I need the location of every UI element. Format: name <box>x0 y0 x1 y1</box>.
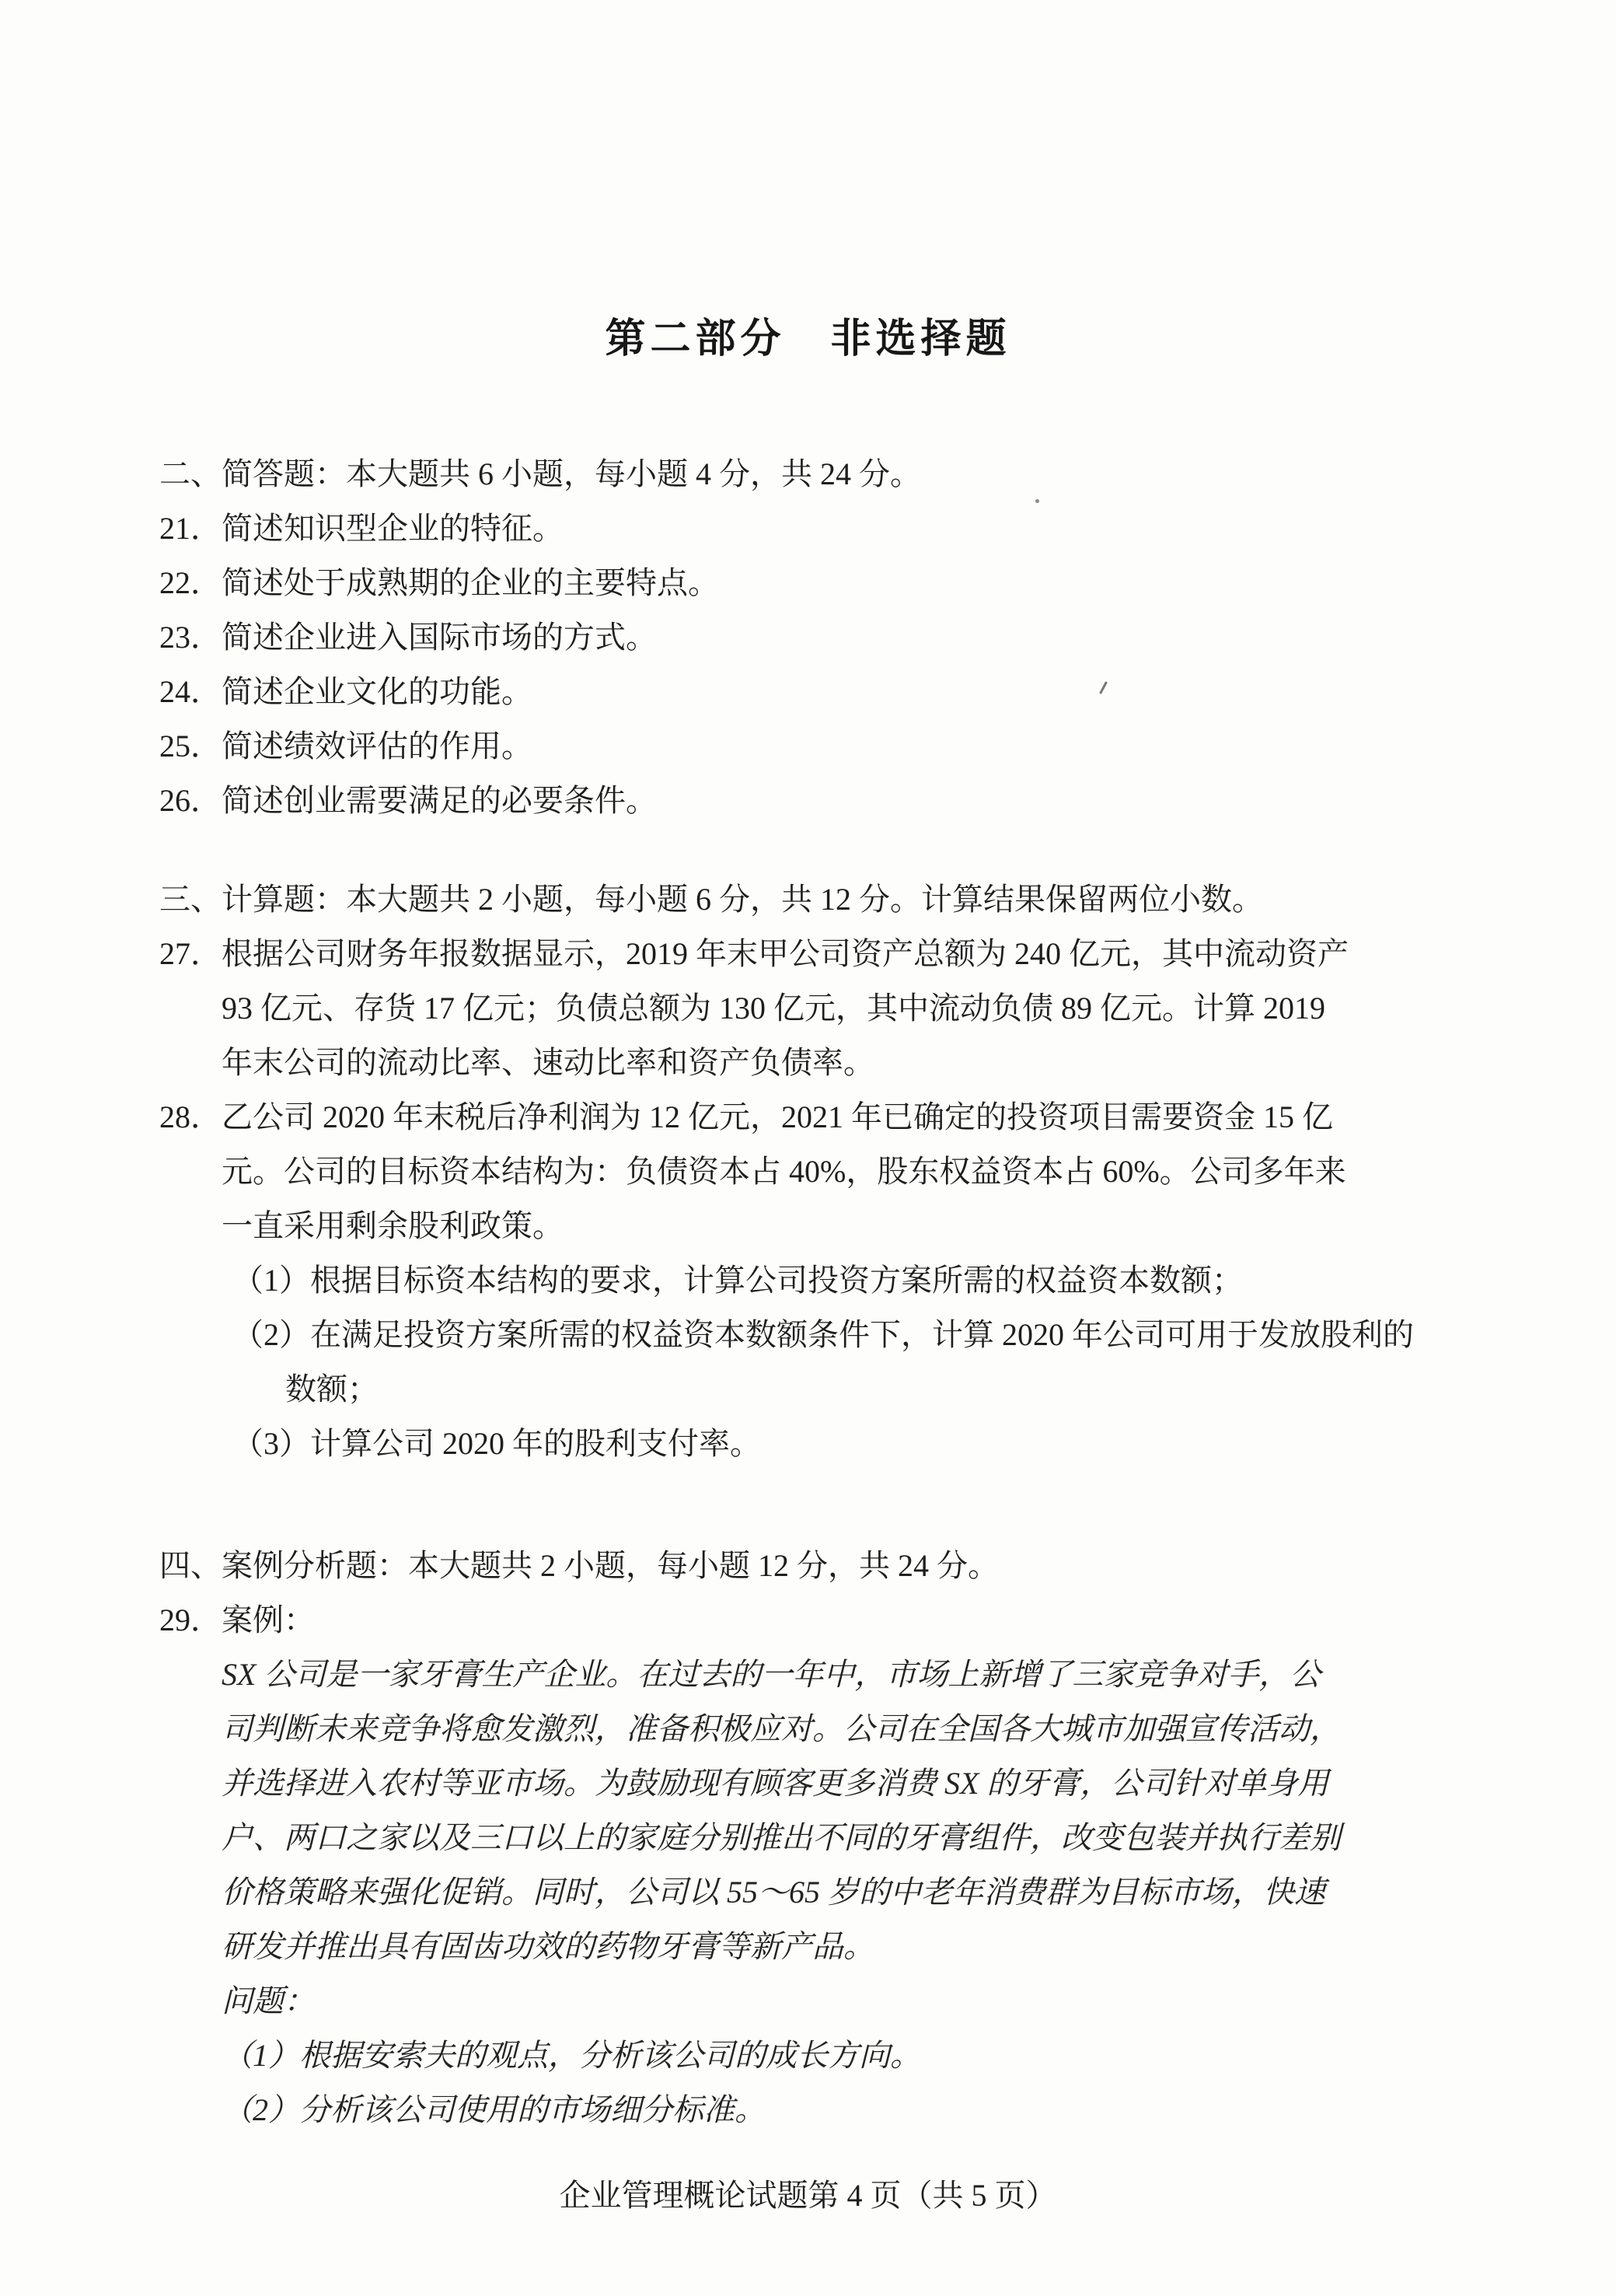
question-28-number: 28． <box>159 1099 222 1134</box>
question-28-body <box>222 1090 1462 1471</box>
scan-artifact-dot <box>1035 499 1039 503</box>
question-24-text: 简述企业文化的功能。 <box>222 674 532 709</box>
page-content <box>159 447 1462 2137</box>
question-28-sub-3: （3）计算公司 2020 年的股利支付率。 <box>232 1426 761 1461</box>
question-29 <box>159 1593 1462 2137</box>
question-22-number: 22． <box>159 565 222 600</box>
section-short-answer <box>159 447 1462 828</box>
section-calculation-heading: 三、计算题：本大题共 2 小题，每小题 6 分，共 12 分。计算结果保留两位小数。 <box>159 882 1263 917</box>
question-28-line-1: 乙公司 2020 年末税后净利润为 12 亿元，2021 年已确定的投资项目需要资金 15 亿 <box>222 1099 1333 1134</box>
page-title: 第二部分 非选择题 <box>605 317 1011 362</box>
question-24 <box>159 665 1462 719</box>
question-26-number: 26． <box>159 783 222 818</box>
question-22-text: 简述处于成熟期的企业的主要特点。 <box>222 565 719 600</box>
question-27-body <box>222 927 1462 1090</box>
case-line-4: 户、两口之家以及三口以上的家庭分别推出不同的牙膏组件，改变包装并执行差别 <box>222 1820 1341 1855</box>
question-28-line-2: 元。公司的目标资本结构为：负债资本占 40%，股东权益资本占 60%。公司多年来 <box>222 1154 1346 1189</box>
case-line-3: 并选择进入农村等亚市场。为鼓励现有顾客更多消费 SX 的牙膏，公司针对单身用 <box>222 1766 1329 1801</box>
section-case-heading: 四、案例分析题：本大题共 2 小题，每小题 12 分，共 24 分。 <box>159 1548 999 1583</box>
case-line-2: 司判断未来竞争将愈发激烈，准备积极应对。公司在全国各大城市加强宣传活动， <box>222 1711 1341 1746</box>
question-23-number: 23． <box>159 620 222 655</box>
case-sub-question-2: （2）分析该公司使用的市场细分标准。 <box>222 2092 766 2127</box>
question-21-text: 简述知识型企业的特征。 <box>222 511 564 546</box>
case-line-1: SX 公司是一家牙膏生产企业。在过去的一年中，市场上新增了三家竞争对手，公 <box>222 1657 1321 1692</box>
question-29-number: 29． <box>159 1602 222 1637</box>
question-28-sub-2-line-2: 数额； <box>285 1372 379 1407</box>
question-25 <box>159 719 1462 774</box>
question-25-text: 简述绩效评估的作用。 <box>222 729 532 764</box>
question-26 <box>159 774 1462 828</box>
question-24-number: 24． <box>159 674 222 709</box>
section-calculation <box>159 872 1462 1471</box>
question-27-line-1: 根据公司财务年报数据显示，2019 年末甲公司资产总额为 240 亿元，其中流动资产 <box>222 936 1349 971</box>
question-22 <box>159 556 1462 610</box>
section-case-analysis <box>159 1539 1462 2137</box>
question-25-number: 25． <box>159 729 222 764</box>
case-line-5: 价格策略来强化促销。同时，公司以 55～65 岁的中老年消费群为目标市场，快速 <box>222 1875 1325 1910</box>
question-21-number: 21． <box>159 511 222 546</box>
question-27-line-3: 年末公司的流动比率、速动比率和资产负债率。 <box>222 1045 874 1080</box>
page-footer: 企业管理概论试题第 4 页（共 5 页） <box>559 2178 1057 2213</box>
question-26-text: 简述创业需要满足的必要条件。 <box>222 783 657 818</box>
question-27 <box>159 927 1462 1090</box>
question-28-line-3: 一直采用剩余股利政策。 <box>222 1208 564 1243</box>
question-23-text: 简述企业进入国际市场的方式。 <box>222 620 657 655</box>
case-questions-label: 问题： <box>222 1983 315 2018</box>
question-28-sub-1: （1）根据目标资本结构的要求，计算公司投资方案所需的权益资本数额； <box>232 1263 1243 1298</box>
case-line-6: 研发并推出具有固齿功效的药物牙膏等新产品。 <box>222 1929 874 1964</box>
question-21 <box>159 501 1462 556</box>
question-29-case-text <box>222 1648 1462 2137</box>
question-23 <box>159 610 1462 665</box>
question-27-number: 27． <box>159 936 222 971</box>
section-short-answer-heading: 二、简答题：本大题共 6 小题，每小题 4 分，共 24 分。 <box>159 456 921 491</box>
question-29-case-label: 案例： <box>222 1602 315 1637</box>
question-27-line-2: 93 亿元、存货 17 亿元；负债总额为 130 亿元，其中流动负债 89 亿元。计算 2019 <box>222 991 1325 1026</box>
question-29-body <box>222 1593 1462 2137</box>
case-sub-question-1: （1）根据安索夫的观点，分析该公司的成长方向。 <box>222 2038 921 2073</box>
question-28-sub-2-line-1: （2）在满足投资方案所需的权益资本数额条件下，计算 2020 年公司可用于发放股利的 <box>232 1317 1414 1352</box>
question-28 <box>159 1090 1462 1471</box>
